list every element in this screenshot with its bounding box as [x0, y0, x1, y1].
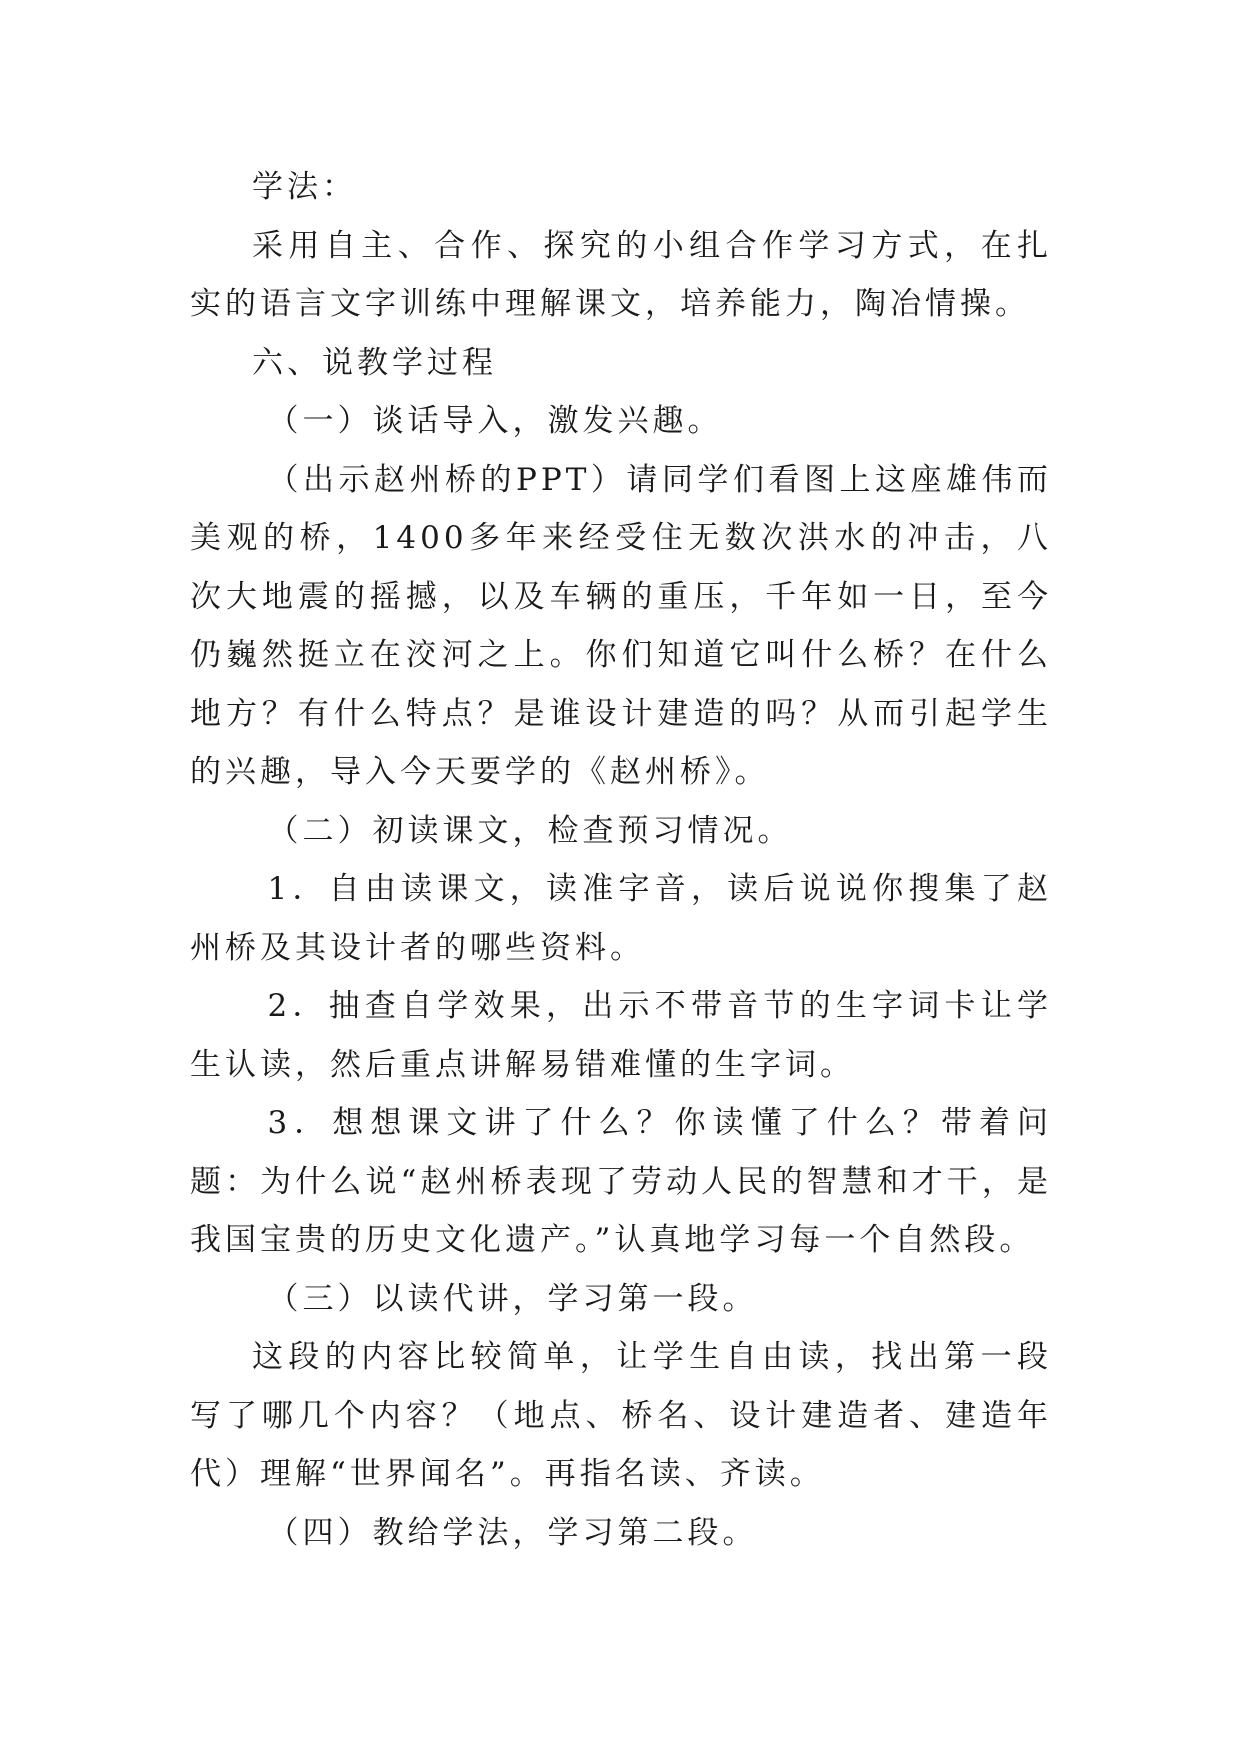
- subheading-section-one: （三）以读代讲，学习第一段。: [267, 1280, 758, 1317]
- subheading-introduction: （一）谈话导入，激发兴趣。: [267, 403, 723, 439]
- paragraph-study-method: 采用自主、合作、探究的小组合作学习方式，在扎实的语言文字训练中理解课文，培养能力，陶冶情操。: [190, 227, 1052, 322]
- subheading-section-two: （四）教给学法，学习第二段。: [267, 1514, 758, 1551]
- paragraph-study-method-heading: 学法：: [252, 169, 357, 205]
- list-item-1: 1．自由读课文，读准字音，读后说说你搜集了赵州桥及其设计者的哪些资料。: [190, 871, 1052, 966]
- paragraph-section-one: 这段的内容比较简单，让学生自由读，找出第一段写了哪几个内容？（地点、桥名、设计建造者、建造年代）理解“世界闻名”。再指名读、齐读。: [190, 1339, 1052, 1492]
- list-item-3: 3．想想课文讲了什么？你读懂了什么？带着问题：为什么说“赵州桥表现了劳动人民的智慧和才干，是我国宝贵的历史文化遗产。”认真地学习每一个自然段。: [190, 1105, 1052, 1258]
- section-heading-teaching-process: 六、说教学过程: [252, 344, 497, 381]
- document-body: [190, 158, 1052, 1562]
- list-item-2: 2．抽查自学效果，出示不带音节的生字词卡让学生认读，然后重点讲解易错难懂的生字词。: [190, 988, 1052, 1083]
- subheading-first-reading: （二）初读课文，检查预习情况。: [267, 812, 793, 849]
- paragraph-introduction: （出示赵州桥的PPT）请同学们看图上这座雄伟而美观的桥，1400多年来经受住无数次洪水的冲击，八次大地震的摇撼，以及车辆的重压，千年如一日，至今仍巍然挺立在洨河之上。你们知道它叫什么桥？在什么地方？有什么特点？是谁设计建造的吗？从而引起学生的兴趣，导入今天要学的《赵州桥》。: [190, 461, 1052, 790]
